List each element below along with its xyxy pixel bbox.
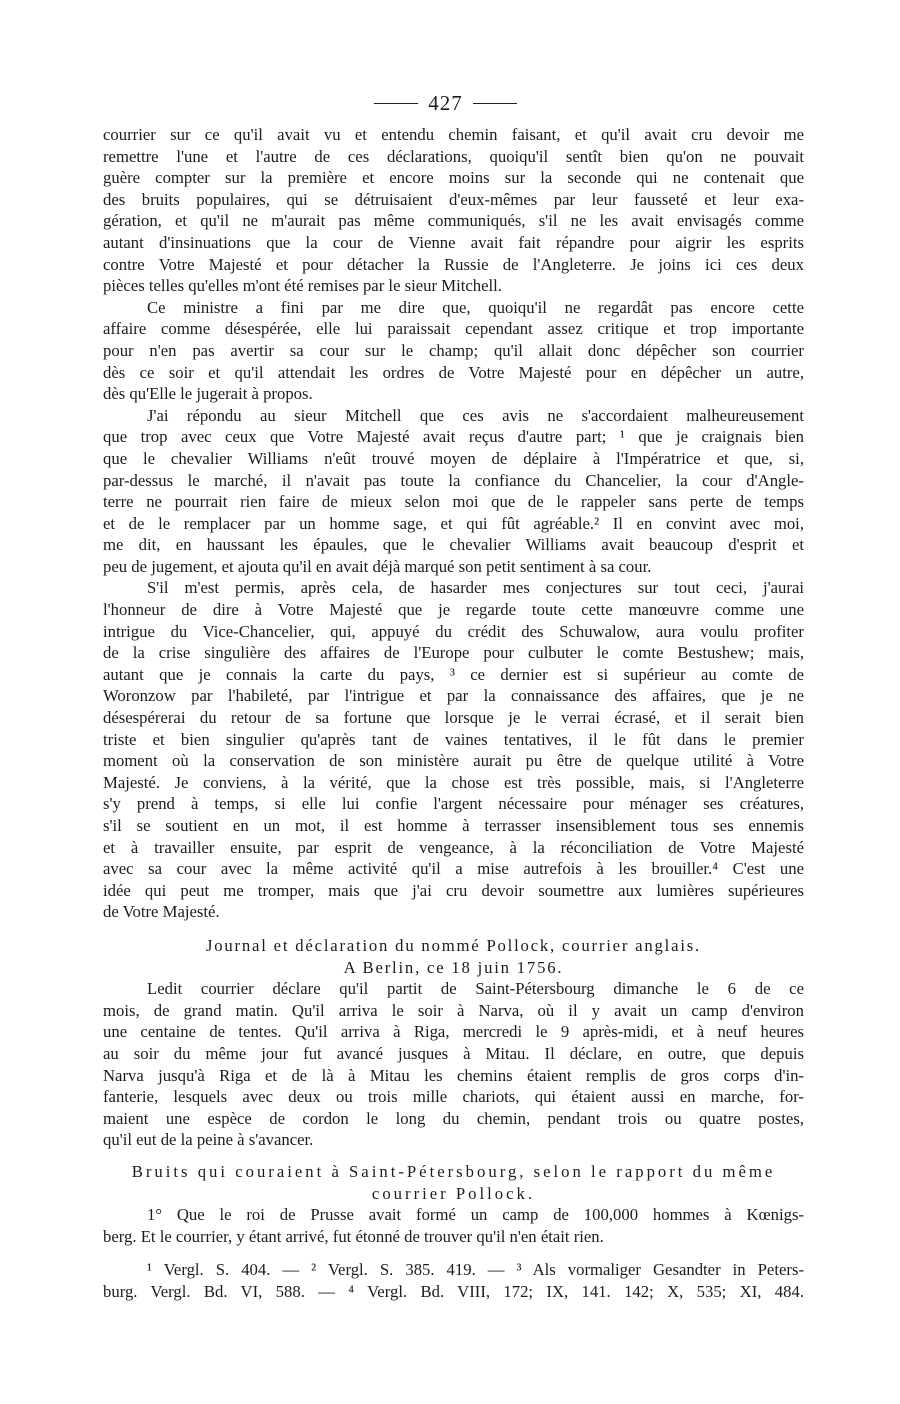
text-line: et de le remplacer par un homme sage, et qui fût agréable.² Il en convint avec moi, [103,513,804,533]
text-line: S'il m'est permis, après cela, de hasarder mes conjectures sur tout ceci, j'aurai [147,578,804,598]
right-rule [473,103,517,104]
text-line: terre ne pourrait rien faire de mieux selon moi que de le rappeler sans perte de temps [103,492,804,512]
text-line: dès ce soir et qu'il attendait les ordres de Votre Majesté pour en dépêcher un autre, [103,362,804,382]
text-line: Narva jusqu'à Riga et de là à Mitau les chemins étaient remplis de gros corps d'in- [103,1065,804,1085]
text-line: contre Votre Majesté et pour détacher la Russie de l'Angleterre. Je joins ici ces deux [103,254,804,274]
text-line: dès qu'Elle le jugerait à propos. [103,384,313,404]
text-line: guère compter sur la première et encore moins sur la seconde qui ne contenait que [103,168,804,188]
text-line: pièces telles qu'elles m'ont été remises par le sieur Mitchell. [103,276,502,296]
page-body [103,124,804,1302]
text-line: Woronzow par l'habileté, par l'intrigue et par la connaissance des affaires, que je ne [103,686,804,706]
text-line: qu'il eut de la peine à s'avancer. [103,1130,314,1150]
page-header [87,88,804,118]
text-line: Ce ministre a fini par me dire que, quoiqu'il ne regardât pas encore cette [147,297,804,317]
paragraph-2 [103,297,804,405]
text-line: s'il se soutient en un mot, il est homme à terrasser insensiblement tous ses ennemis [103,816,804,835]
text-line: courrier sur ce qu'il avait vu et entendu chemin faisant, et qu'il avait cru devoir me [103,125,804,144]
paragraph-6 [103,1204,804,1247]
text-line: autant d'insinuations que la cour de Vienne avait fait répandre pour aigrir les esprits [103,232,804,252]
text-line: désespérerai du retour de sa fortune que lorsque je le verrai écrasé, et il serait bien [103,708,804,728]
paragraph-1 [103,124,804,297]
text-line: berg. Et le courrier, y étant arrivé, fut étonné de trouver qu'il n'en était rien. [103,1226,604,1246]
text-line: Ledit courrier déclare qu'il partit de Saint-Pétersbourg dimanche le 6 de ce [147,979,804,999]
text-line: moment où la conservation de son ministère aurait pu être de quelque utilité à Votre [103,751,804,771]
text-line: 1° Que le roi de Prusse avait formé un camp de 100,000 hommes à Kœnigs- [147,1205,804,1225]
text-line: avec sa cour avec la même activité qu'il a mise autrefois à les brouiller.⁴ C'est une [103,859,804,879]
text-line: mois, de grand matin. Qu'il arriva le soir à Narva, où il y avait un camp d'environ [103,1000,804,1020]
section-heading: Bruits qui couraient à Saint-Pétersbourg, selon le rapport du même [131,1161,776,1181]
text-line: des bruits populaires, qui se détruisaient d'eux-mêmes par leur fausseté et leur exa- [103,189,804,209]
text-line: une centaine de tentes. Qu'il arriva à Riga, mercredi le 9 après-midi, et à neuf heures [103,1022,804,1042]
text-line: de Votre Majesté. [103,902,220,922]
text-line: et à travailler ensuite, par esprit de vengeance, à la réconciliation de Votre Majesté [103,837,804,857]
text-line: de la crise singulière des affaires de l'Europe pour culbuter le comte Bestushew; mais, [103,643,804,663]
footnote-line: burg. Vergl. Bd. VI, 588. — ⁴ Vergl. Bd. VIII, 172; IX, 141. 142; X, 535; XI, 484. [103,1281,804,1301]
text-line: affaire comme désespérée, elle lui paraissait cependant assez critique et trop importante [103,319,804,339]
text-line: par-dessus le marché, il n'avait pas toute la confiance du Chancelier, la cour d'Angle- [103,470,804,490]
section-heading: Journal et déclaration du nommé Pollock, courrier anglais. [205,935,702,955]
paragraph-4 [103,577,804,923]
text-line: peu de jugement, et ajouta qu'il en avait déjà marqué son petit sentiment à sa cour. [103,556,652,576]
text-line: fanterie, lesquels avec deux ou trois mille chariots, qui étaient aussi en marche, for- [103,1087,804,1107]
paragraph-5 [103,978,804,1151]
text-line: J'ai répondu au sieur Mitchell que ces avis ne s'accordaient malheureusement [147,405,804,425]
text-line: que le chevalier Williams n'eût trouvé moyen de déplaire à l'Impératrice et que, si, [103,448,804,468]
text-line: idée qui peut me tromper, mais que j'ai cru devoir soumettre aux lumières supérieures [103,880,804,900]
text-line: au soir du même jour fut avancé jusques à Mitau. Il déclare, en outre, que depuis [103,1043,804,1063]
text-line: l'honneur de dire à Votre Majesté que je regarde toute cette manœuvre comme une [103,600,804,620]
footnote-line: ¹ Vergl. S. 404. — ² Vergl. S. 385. 419. — ³ Als vormaliger Gesandter in Peters- [147,1260,804,1280]
text-line: autant que je connais la carte du pays, ³ ce dernier est si supérieur au comte de [103,664,804,684]
text-line: pour n'en pas avertir sa cour sur le champ; qu'il allait donc dépêcher son courrier [103,340,804,360]
text-line: remettre l'une et l'autre de ces déclarations, quoiqu'il sentît bien qu'on ne pouvait [103,146,804,166]
left-rule [374,103,418,104]
text-line: intrigue du Vice-Chancelier, qui, appuyé du crédit des Schuwalow, aura voulu profiter [103,621,804,641]
text-line: Majesté. Je conviens, à la vérité, que la chose est très possible, mais, si l'Angleterre [103,772,804,792]
page-number: 427 [428,90,463,115]
section-heading-continued: courrier Pollock. [371,1183,536,1203]
text-line: que trop avec ceux que Votre Majesté avait reçus d'autre part; ¹ que je craignais bien [103,427,804,447]
paragraph-3 [103,405,804,578]
text-line: me dit, en haussant les épaules, que le chevalier Williams avait beaucoup d'esprit et [103,535,804,555]
text-line: s'y prend à temps, si elle lui confie l'argent nécessaire pour ménager ses créatures, [103,794,804,814]
text-line: gération, et qu'il ne m'aurait pas même communiqués, s'il ne les avait envisagés comme [103,211,804,231]
text-line: maient une espèce de cordon le long du chemin, pendant trois ou quatre postes, [103,1108,804,1128]
footnotes [103,1259,804,1302]
dateline: A Berlin, ce 18 juin 1756. [343,957,564,977]
text-line: triste et bien singulier qu'après tant de vaines tentatives, il le fût dans le premier [103,729,804,749]
